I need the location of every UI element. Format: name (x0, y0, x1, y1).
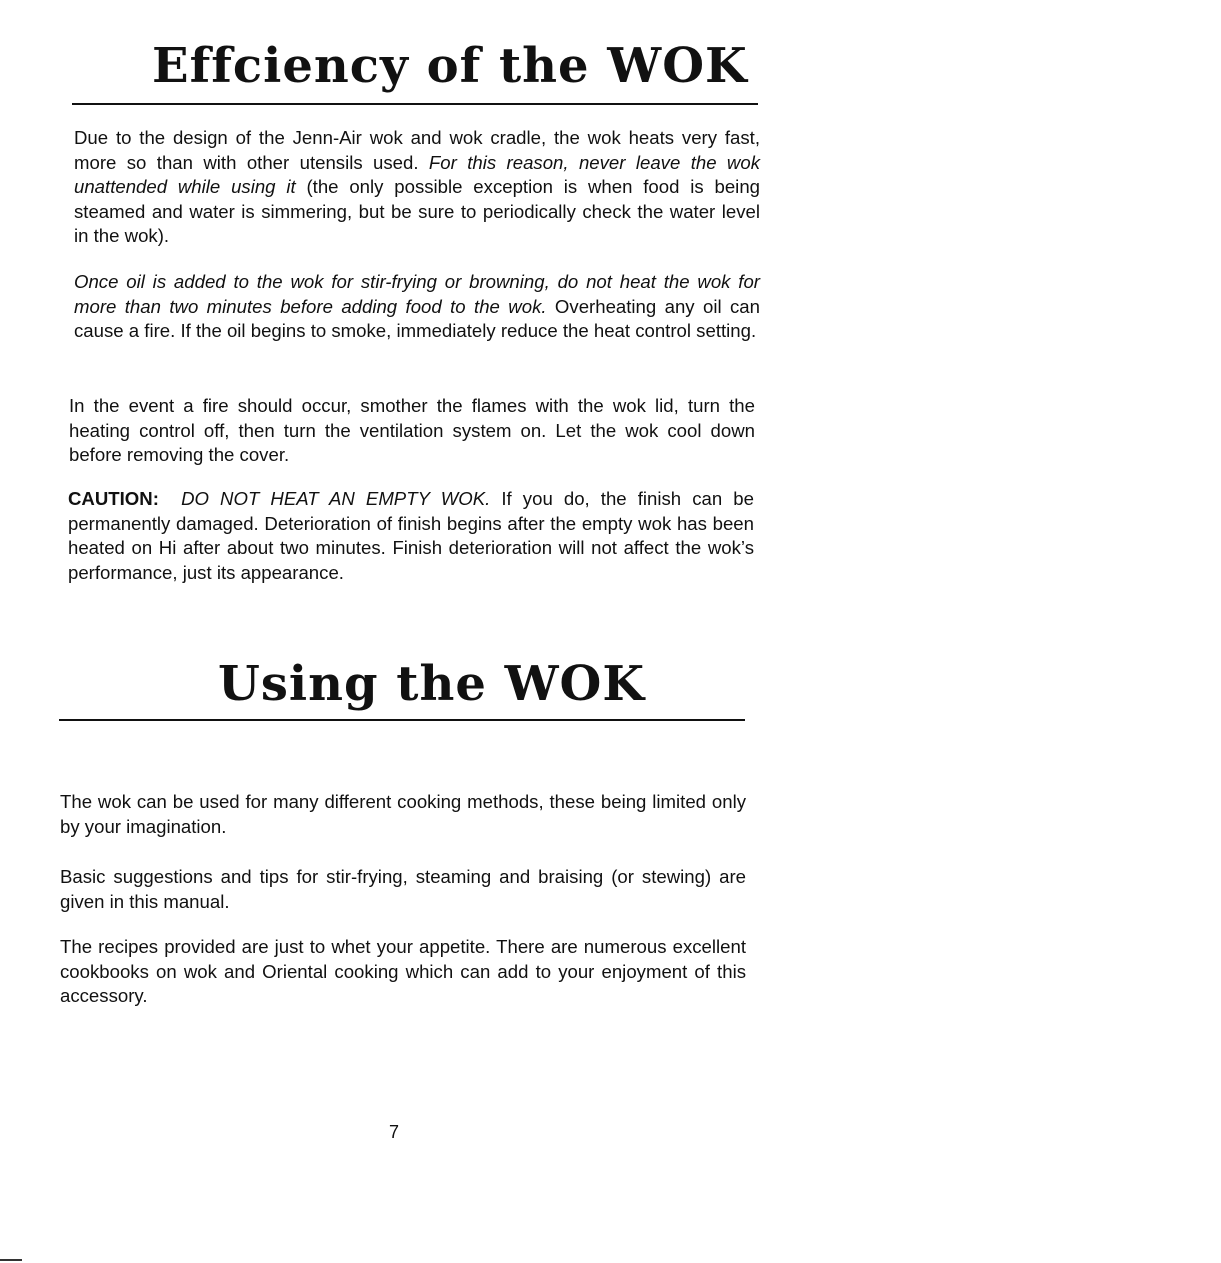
section-title-efficiency: Effciency of the WOK (152, 38, 748, 94)
paragraph-text: (the only possible exception is when food is being steamed and water is simmering, but be sure to periodically check the water level in the wok). (74, 176, 760, 246)
warning-text: For this reason, never leave the wok unattended while using it (74, 151, 761, 197)
scan-edge-mark (0, 1259, 22, 1261)
caution-label: CAUTION: (68, 488, 159, 509)
warning-text: Once oil is added to the wok for stir-frying or browning, do not heat the wok for more than two minutes before adding food to the wok. (74, 271, 760, 317)
section-title-using: Using the WOK (218, 656, 646, 712)
paragraph-cooking-methods: The wok can be used for many different cooking methods, these being limited only by your imagination. (60, 791, 746, 837)
paragraph-oil-warning (74, 270, 760, 344)
caution-text: DO NOT HEAT AN EMPTY WOK. (181, 488, 491, 509)
paragraph-text: Due to the design of the Jenn-Air wok and wok cradle, the wok heats very fast, more so than with other utensils used. (74, 127, 760, 173)
paragraph-recipes: The recipes provided are just to whet your appetite. There are numerous excellent cookbooks on wok and Oriental cooking which can add to your enjoyment of this accessory. (60, 936, 746, 1006)
paragraph-caution (68, 487, 754, 585)
title-underline (59, 719, 745, 721)
paragraph-heat-speed (74, 126, 760, 249)
paragraph-fire-instructions: In the event a fire should occur, smother the flames with the wok lid, turn the heating control off, then turn the ventilation system on. Let the wok cool down before removing the cover. (69, 395, 755, 465)
page-number: 7 (389, 1122, 400, 1142)
title-underline (72, 103, 758, 105)
paragraph-suggestions: Basic suggestions and tips for stir-frying, steaming and braising (or stewing) are given in this manual. (60, 866, 746, 912)
paragraph-text: If you do, the finish can be permanently damaged. Deterioration of finish begins after the empty wok has been heated on Hi after about two minutes. Finish deterioration will not affect the wok’s performance, just its appearance. (68, 488, 754, 583)
paragraph-text: Overheating any oil can cause a fire. If the oil begins to smoke, immediately reduce the heat control setting. (74, 295, 760, 341)
